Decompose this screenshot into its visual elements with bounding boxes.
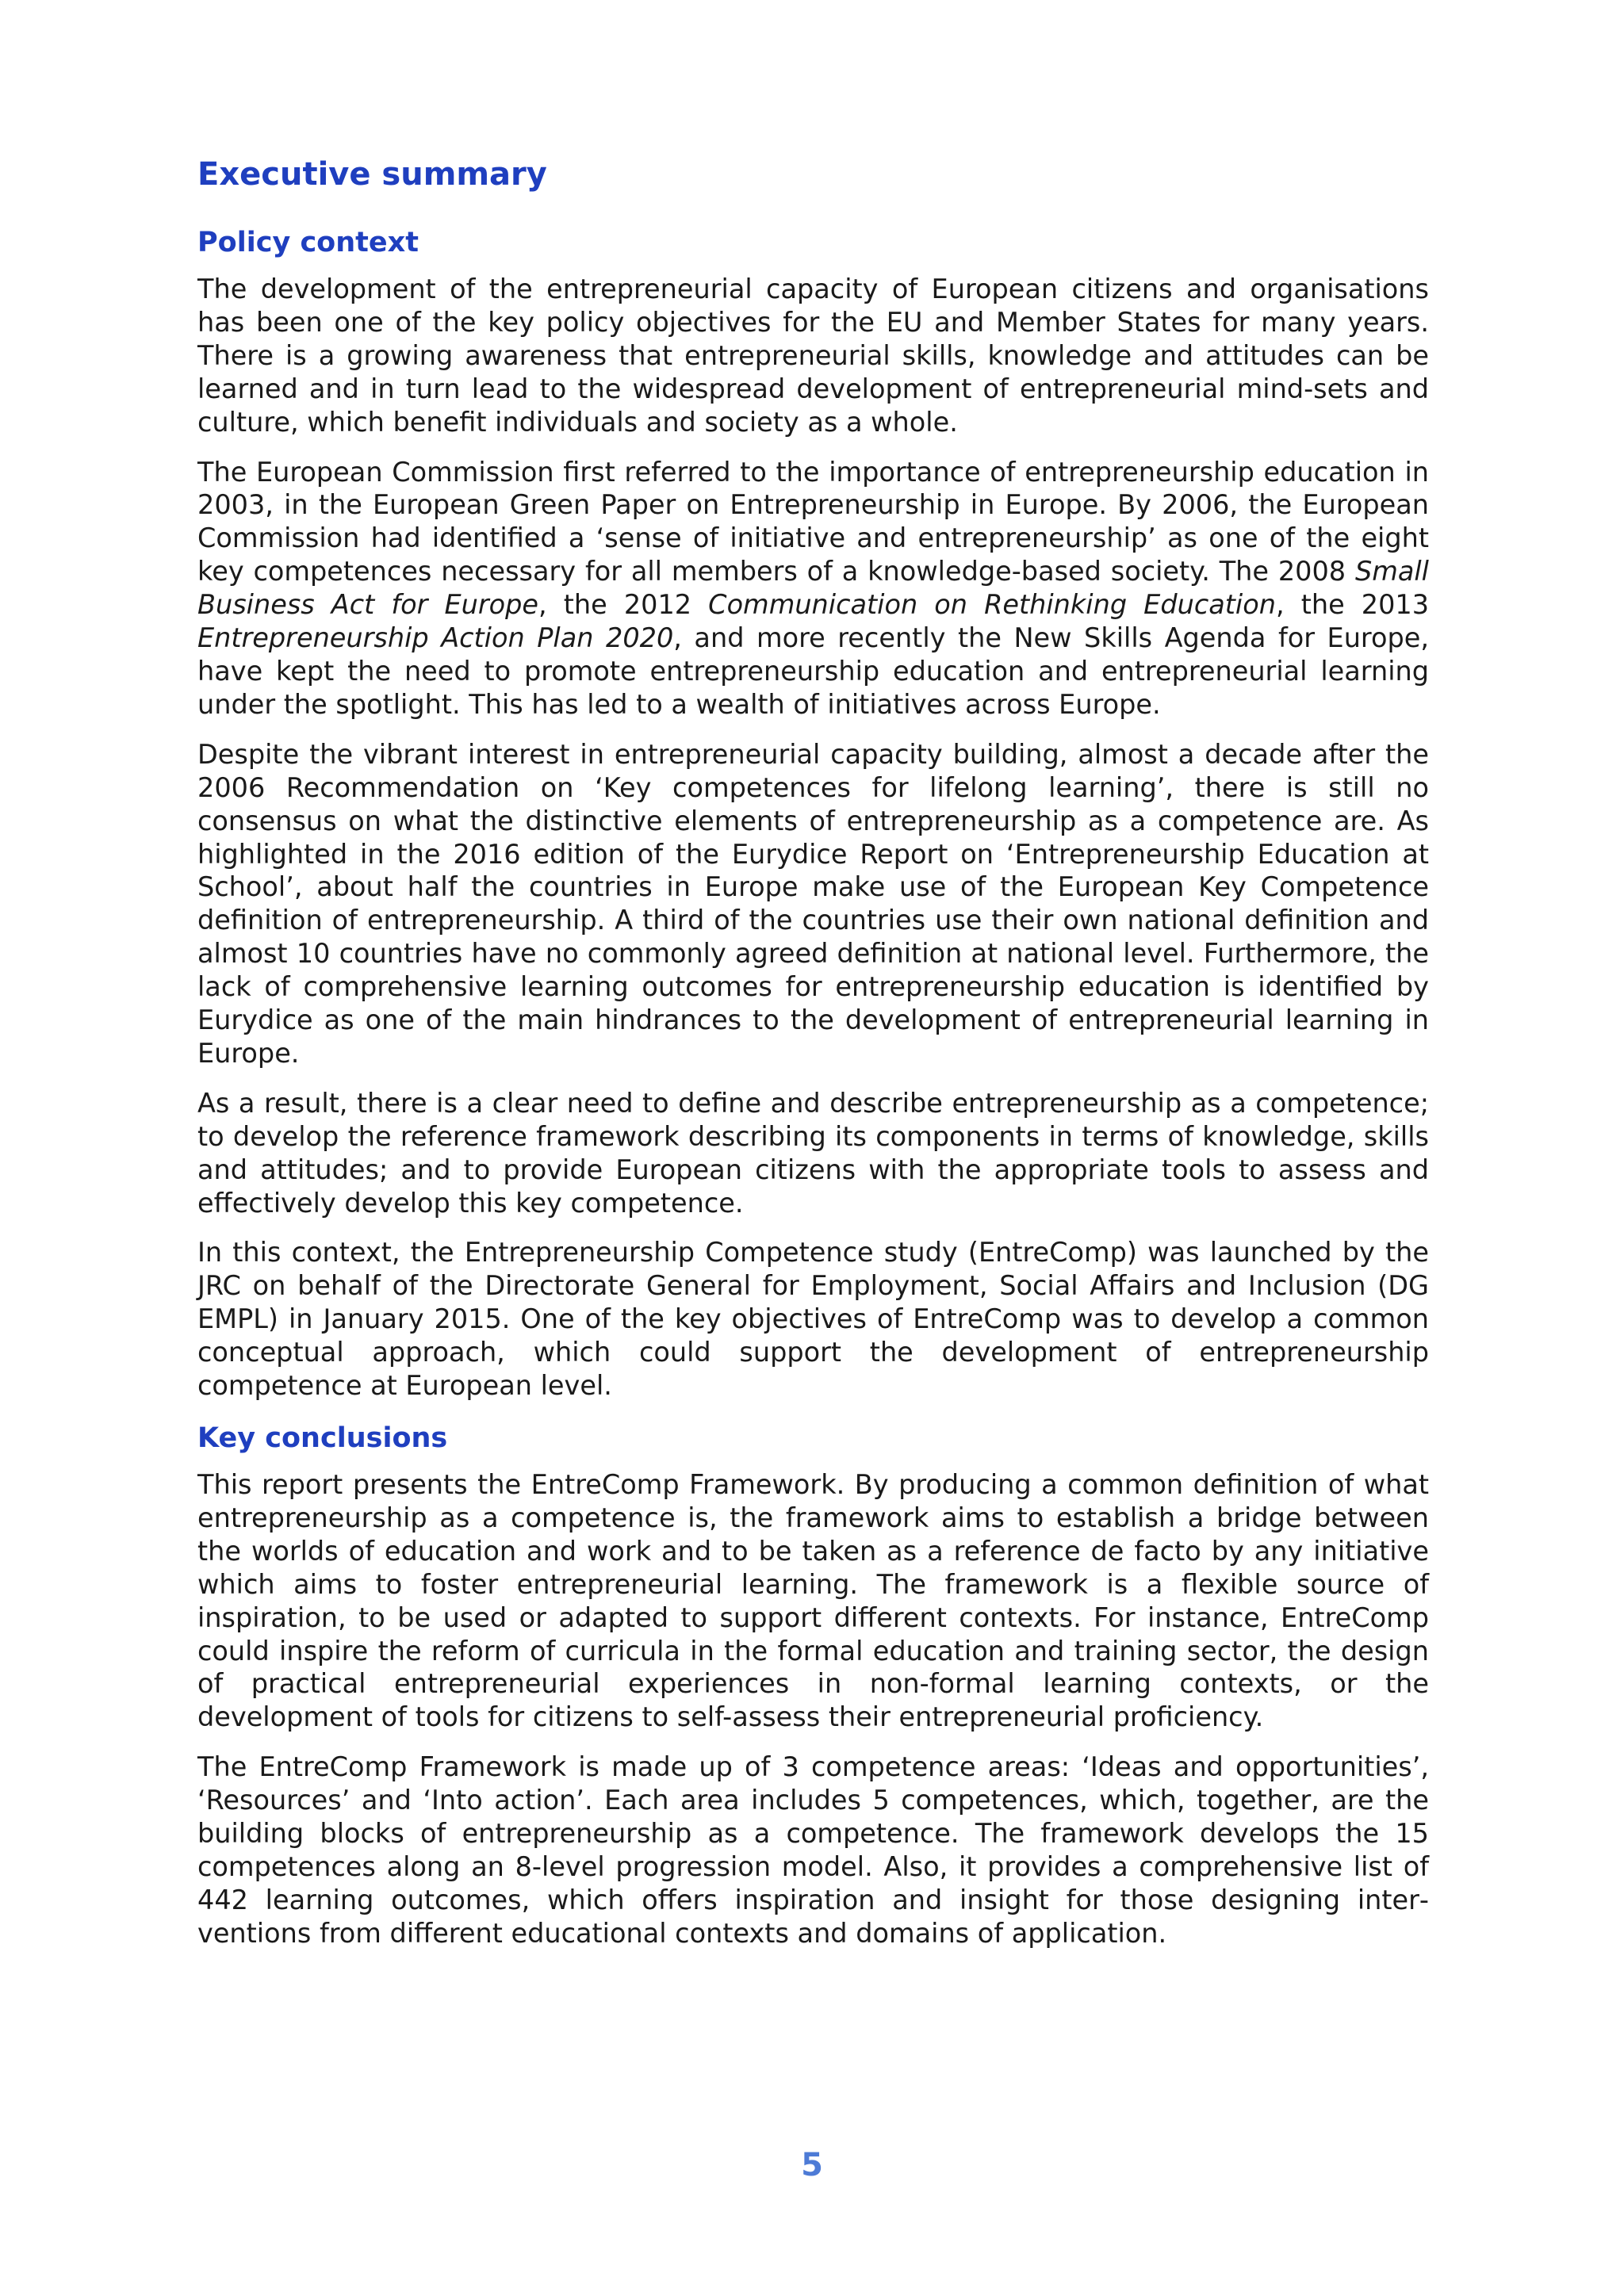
paragraph-text: The European Commission first referred to the importance of entrepreneurship education in 2003, in the European Green Paper on Entrepreneurship in Europe. By 2006, the European Commission had identified a ‘sense of initiative and entrepreneurship’ as one of the eight key competences necessary for all members of a knowledge-based society. The 2008 xyxy=(197,456,1429,587)
paragraph: The development of the entrepreneurial capacity of European citizens and organisations has been one of the key policy objectives for the EU and Member States for many years. There is a growing awareness that entrepreneurial skills, knowledge and attitudes can be learned and in turn lead to the widespread development of entrepreneurial mind-sets and culture, which benefit individuals and society as a whole. xyxy=(197,274,1429,438)
italic-title: Communication on Rethinking Education xyxy=(708,589,1276,621)
paragraph: As a result, there is a clear need to define and describe entrepreneurship as a competence; to develop the reference framework describing its components in terms of knowledge, skills and attitudes; and to provide European citizens with the appropriate tools to assess and effectively develop this key competence. xyxy=(197,1087,1429,1219)
italic-title: Entrepreneurship Action Plan 2020 xyxy=(197,622,674,654)
paragraph: The EntreComp Framework is made up of 3 competence areas: ‘Ideas and opportunities’, ‘Resources’ and ‘Into action’. Each area includes 5 competences, which, together, are the building blocks of entrepreneurship as a competence. The framework develops the 15 competences along an 8-level progression model. Also, it provides a comprehensive list of 442 learning outcomes, which offers inspiration and insight for those designing interventions from different educational contexts and domains of application. xyxy=(197,1751,1429,1949)
page-title: Executive summary xyxy=(197,156,547,193)
paragraph: In this context, the Entrepreneurship Competence study (EntreComp) was launched by the JRC on behalf of the Directorate General for Employment, Social Affairs and Inclusion (DG EMPL) in January 2015. One of the key objectives of EntreComp was to develop a common conceptual approach, which could support the development of entrepreneurship competence at European level. xyxy=(197,1237,1429,1402)
section-heading-policy-context: Policy context xyxy=(197,227,419,258)
paragraph: This report presents the EntreComp Framework. By producing a common definition of what entrepreneurship as a competence is, the framework aims to establish a bridge between the worlds of education and work and to be taken as a reference de facto by any initiative which aims to foster entrepreneurial learning. The framework is a flexible source of inspiration, to be used or adapted to support different contexts. For instance, EntreComp could inspire the reform of curricula in the formal education and training sector, the design of practical entrepreneurial experiences in non-formal learning contexts, or the development of tools for citizens to self-assess their entrepreneurial proficiency. xyxy=(197,1469,1429,1733)
paragraph-text: , the 2012 xyxy=(538,589,709,621)
paragraph-text: , and more recently the New Skills Agenda for Europe, have kept the need to promote entrepreneurship education and entrepreneurial learning under the spotlight. This has led to a wealth of initiatives across Europe. xyxy=(197,622,1429,720)
page-content xyxy=(197,152,1429,1967)
page-number: 5 xyxy=(801,2147,823,2183)
paragraph-text: , the 2013 xyxy=(1275,589,1430,621)
paragraph: Despite the vibrant interest in entrepreneurial capacity building, almost a decade after the 2006 Recommendation on ‘Key competences for lifelong learning’, there is still no consensus on what the distinctive elements of entrepreneurship as a competence are. As highlighted in the 2016 edition of the Eurydice Report on ‘Entrepreneurship Education at School’, about half the countries in Europe make use of the European Key Competence definition of entrepreneurship. A third of the countries use their own national definition and almost 10 countries have no commonly agreed definition at national level. Furthermore, the lack of comprehensive learning outcomes for entrepreneurship education is identified by Eurydice as one of the main hindrances to the development of entrepreneurial learning in Europe. xyxy=(197,738,1429,1069)
paragraph xyxy=(197,456,1429,721)
section-heading-key-conclusions: Key conclusions xyxy=(197,1422,448,1454)
italic-title: Small Business Act for Europe xyxy=(197,556,1429,621)
